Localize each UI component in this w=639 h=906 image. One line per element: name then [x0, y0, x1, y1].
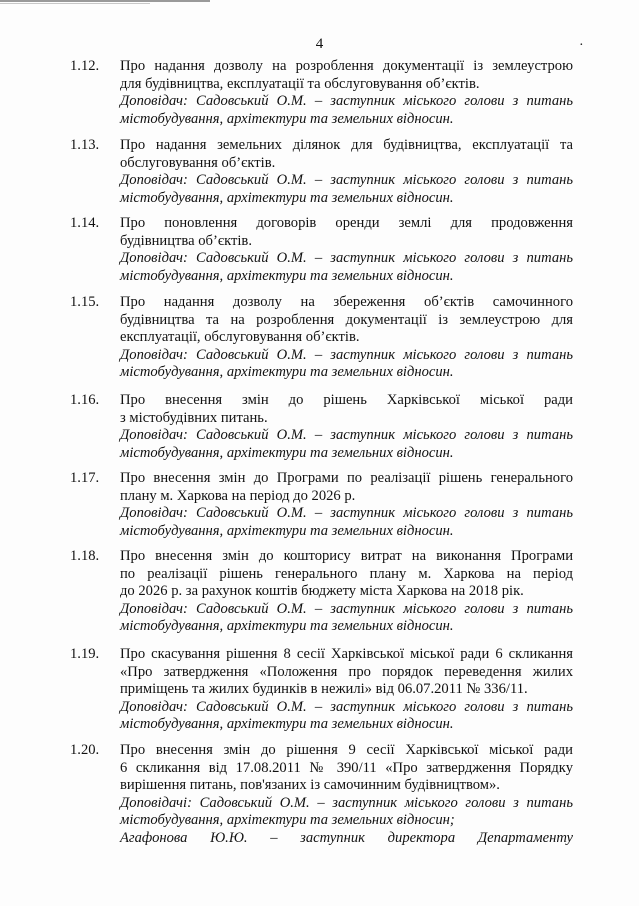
title-line: експлуатації, обслуговування об’єктів. — [120, 329, 360, 346]
title-line: будівництва об’єктів. — [120, 232, 252, 249]
speaker-line: містобудування, архітектури та земельних відносин. — [120, 364, 454, 381]
speaker-line: Доповідач: Садовський О.М. – заступник міського голови з питань — [120, 698, 573, 715]
agenda-item-title — [120, 548, 573, 601]
agenda-item-body — [120, 470, 573, 540]
speaker-line: Доповідач: Садовський О.М. – заступник міського голови з питань — [120, 505, 573, 522]
agenda-item-number: 1.19. — [70, 646, 100, 662]
speaker-line: Доповідач: Садовський О.М. – заступник міського голови з питань — [120, 172, 573, 189]
agenda-item-number: 1.20. — [70, 742, 100, 758]
agenda-item-body — [120, 137, 573, 207]
speaker-line: містобудування, архітектури та земельних відносин. — [120, 267, 454, 284]
speaker-line: містобудування, архітектури та земельних відносин. — [120, 444, 454, 461]
speaker-line: Доповідач: Садовський О.М. – заступник міського голови з питань — [120, 346, 573, 363]
agenda-item-title — [120, 742, 573, 795]
title-line: будівництва та на розроблення документації із землеустрою для — [120, 311, 573, 328]
speaker-line: містобудування, архітектури та земельних відносин. — [120, 110, 454, 127]
speaker-line: містобудування, архітектури та земельних відносин; — [120, 812, 455, 829]
agenda-item-speaker — [120, 795, 573, 848]
agenda-item-number: 1.16. — [70, 392, 100, 408]
page-number: 4 — [315, 36, 324, 52]
agenda-item-number: 1.15. — [70, 294, 100, 310]
title-line: Про скасування рішення 8 сесії Харківської міської ради 6 скликання — [120, 646, 573, 662]
agenda-item-title — [120, 470, 573, 505]
title-line: Про поновлення договорів оренди землі для продовження — [120, 215, 573, 231]
speaker-line: Доповідач: Садовський О.М. – заступник міського голови з питань — [120, 93, 573, 110]
agenda-item-number: 1.18. — [70, 548, 100, 564]
agenda-item-body — [120, 294, 573, 382]
agenda-item-body — [120, 215, 573, 285]
speaker-line: містобудування, архітектури та земельних відносин. — [120, 522, 454, 539]
title-line: Про надання дозволу на збереження об’єктів самочинного — [120, 294, 573, 310]
agenda-item-body — [120, 742, 573, 848]
title-line: обслуговування об’єктів. — [120, 154, 276, 171]
agenda-item-body — [120, 646, 573, 734]
speaker-line: Доповідачі: Садовський О.М. – заступник міського голови з питань — [120, 794, 573, 811]
agenda-item-number: 1.17. — [70, 470, 100, 486]
title-line: «Про затвердження «Положення про порядок переведення жилих — [120, 663, 573, 680]
agenda-item-number: 1.12. — [70, 58, 100, 74]
title-line: Про надання дозволу на розроблення документації із землеустрою — [120, 58, 573, 74]
scan-edge-line — [0, 0, 210, 2]
speaker-line: містобудування, архітектури та земельних відносин. — [120, 716, 454, 733]
agenda-item-body — [120, 58, 573, 128]
title-line: до 2026 р. за рахунок коштів бюджету міста Харкова на 2018 рік. — [120, 583, 524, 600]
agenda-item-speaker — [120, 172, 573, 207]
agenda-item-speaker — [120, 347, 573, 382]
title-line: Про внесення змін до рішення 9 сесії Харківської міської ради — [120, 742, 573, 758]
title-line: вирішення питань, пов'язаних із самочинним будівництвом». — [120, 777, 500, 794]
title-line: приміщень та жилих будинків в нежилі» від 06.07.2011 № 336/11. — [120, 681, 528, 698]
speaker-line: Агафонова Ю.Ю. – заступник директора Департаменту — [120, 829, 573, 846]
agenda-item-speaker — [120, 93, 573, 128]
title-line: з містобудівних питань. — [120, 409, 268, 426]
agenda-item-speaker — [120, 601, 573, 636]
title-line: плану м. Харкова на період до 2026 р. — [120, 487, 356, 504]
agenda-item-title — [120, 392, 573, 427]
agenda-item-title — [120, 294, 573, 347]
title-line: Про внесення змін до кошторису витрат на виконання Програми — [120, 548, 573, 564]
agenda-item-number: 1.13. — [70, 137, 100, 153]
agenda-item-speaker — [120, 505, 573, 540]
speaker-line: Доповідач: Садовський О.М. – заступник міського голови з питань — [120, 250, 573, 267]
title-line: для будівництва, експлуатації та обслуговування об’єктів. — [120, 75, 480, 92]
title-line: Про внесення змін до рішень Харківської міської ради — [120, 392, 573, 408]
title-line: 6 скликання від 17.08.2011 № 390/11 «Про затвердження Порядку — [120, 759, 573, 776]
speaker-line: містобудування, архітектури та земельних відносин. — [120, 189, 454, 206]
agenda-item-body — [120, 548, 573, 636]
speaker-line: Доповідач: Садовський О.М. – заступник міського голови з питань — [120, 427, 573, 444]
scan-edge-line-secondary — [0, 3, 150, 4]
speaker-line: Доповідач: Садовський О.М. – заступник міського голови з питань — [120, 600, 573, 617]
agenda-item-title — [120, 58, 573, 93]
agenda-item-speaker — [120, 427, 573, 462]
title-line: Про надання земельних ділянок для будівництва, експлуатації та — [120, 137, 573, 153]
agenda-item-speaker — [120, 699, 573, 734]
agenda-item-title — [120, 215, 573, 250]
agenda-item-title — [120, 646, 573, 699]
speaker-line: містобудування, архітектури та земельних відносин. — [120, 618, 454, 635]
scan-speck: · — [579, 38, 584, 53]
agenda-item-speaker — [120, 250, 573, 285]
title-line: Про внесення змін до Програми по реалізації рішень генерального — [120, 470, 573, 486]
agenda-item-number: 1.14. — [70, 215, 100, 231]
title-line: по реалізації рішень генерального плану м. Харкова на період — [120, 565, 573, 582]
agenda-item-title — [120, 137, 573, 172]
agenda-item-body — [120, 392, 573, 462]
